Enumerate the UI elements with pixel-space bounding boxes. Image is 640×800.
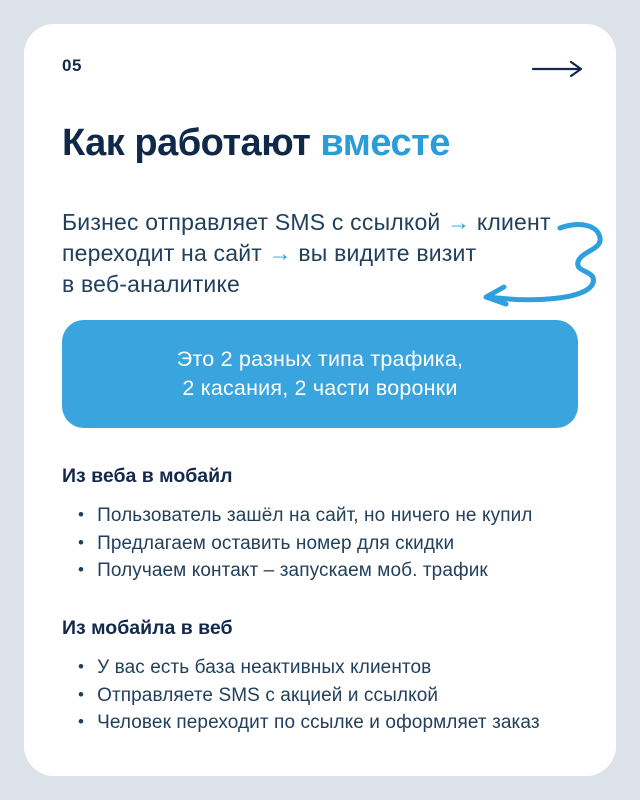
bullet-dot: • bbox=[78, 560, 85, 579]
section-heading-web-to-mobile: Из веба в мобайл bbox=[62, 465, 233, 487]
slide-card bbox=[24, 24, 616, 776]
flow-arrow-glyph: → bbox=[268, 240, 292, 266]
section-heading-mobile-to-web: Из мобайла в веб bbox=[62, 617, 233, 639]
bullet-list-mobile-to-web bbox=[78, 654, 540, 737]
bullet-dot: • bbox=[78, 532, 85, 552]
list-item: • Предлагаем оставить номер для скидки bbox=[78, 530, 532, 558]
next-arrow-icon[interactable] bbox=[532, 60, 584, 78]
bullet-dot: • bbox=[78, 684, 85, 704]
page-number: 05 bbox=[62, 56, 82, 75]
list-item: • Получаем контакт – запускаем моб. трафик bbox=[78, 557, 532, 585]
bullet-dot: • bbox=[78, 657, 85, 676]
intro-line-1: Бизнес отправляет SMS с ссылкой → клиент bbox=[62, 209, 551, 235]
title-dark-part: Как работают bbox=[62, 122, 311, 164]
highlight-line-1: Это 2 разных типа трафика, bbox=[176, 347, 464, 371]
squiggle-arrow-icon bbox=[474, 218, 622, 310]
flow-arrow-glyph: → bbox=[447, 209, 471, 235]
list-item: • Отправляете SMS с акцией и ссылкой bbox=[78, 682, 540, 710]
page-title bbox=[62, 122, 450, 165]
list-item: • У вас есть база неактивных клиентов bbox=[78, 654, 540, 682]
bullet-dot: • bbox=[78, 505, 85, 524]
title-accent-part: вместе bbox=[320, 122, 450, 164]
bullet-dot: • bbox=[78, 712, 85, 731]
bullet-list-web-to-mobile bbox=[78, 502, 532, 585]
list-item: • Пользователь зашёл на сайт, но ничего не купил bbox=[78, 502, 532, 530]
intro-line-3: в веб-аналитике bbox=[62, 271, 240, 297]
list-item: • Человек переходит по ссылке и оформляет заказ bbox=[78, 709, 540, 737]
intro-line-2: переходит на сайт → вы видите визит bbox=[62, 240, 477, 266]
highlight-box bbox=[62, 320, 578, 428]
highlight-line-2: 2 касания, 2 части воронки bbox=[182, 376, 458, 400]
